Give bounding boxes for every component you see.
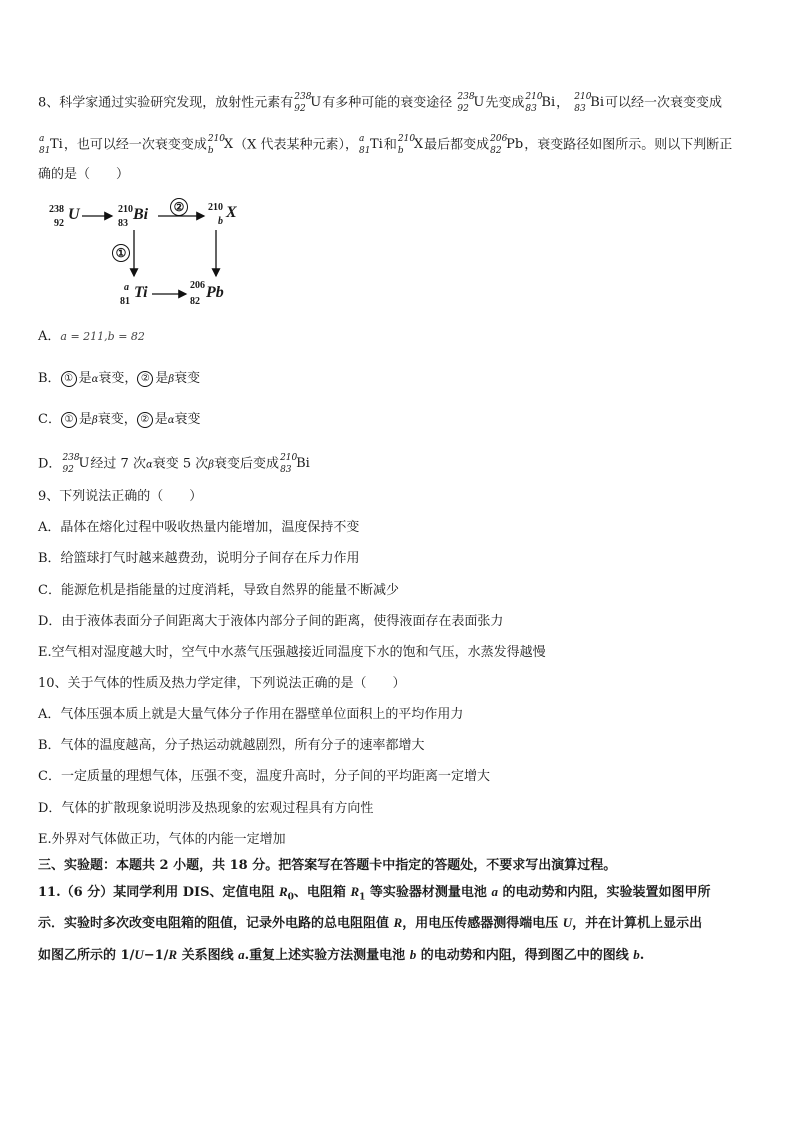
nuclide-U: 238 92 U: [62, 453, 90, 475]
q10-option-b: B．气体的温度越高，分子热运动就越剧烈，所有分子的速率都增大: [38, 738, 425, 753]
option-text: a = 211,b = 82: [60, 330, 145, 343]
nuclide-Pb: 206 82 Pb: [490, 134, 524, 156]
option-label: A．: [38, 329, 61, 344]
subscript: 1: [359, 892, 366, 903]
text: 和: [383, 137, 397, 153]
path-1-marker: ①: [112, 244, 130, 262]
q8-line1: [38, 90, 722, 116]
nuclide-Bi: 210 83 Bi: [574, 92, 604, 114]
Ti-mass: a: [124, 282, 129, 293]
text: ，衰变路径如图所示。则以下判断正: [524, 137, 733, 153]
X-charge: b: [218, 216, 223, 227]
q10-option-d: D．气体的扩散现象说明涉及热现象的宏观过程具有方向性: [38, 801, 374, 816]
text: ，: [556, 95, 570, 111]
text: 如图乙所示的 1/: [38, 948, 135, 963]
q8-option-d: [38, 451, 311, 477]
nuclide-Ti: a 81 Ti: [359, 134, 383, 156]
var-a: a: [238, 947, 245, 962]
nuclide-X: 210 b X: [207, 134, 234, 156]
text: .重复上述实验方法测量电池: [244, 948, 410, 963]
Bi-symbol: Bi: [133, 206, 149, 223]
text: 经过 7 次: [90, 456, 146, 472]
q9-option-d: D．由于液体表面分子间距离大于液体内部分子间的距离，使得液面存在表面张力: [38, 614, 504, 629]
X-mass: 210: [208, 202, 223, 213]
Pb-symbol: Pb: [206, 284, 224, 301]
var-b: b: [409, 947, 417, 962]
text: 的电动势和内阻，实验装置如图甲所: [497, 885, 711, 900]
beta-symbol: β: [208, 459, 215, 471]
circled-2: ②: [137, 371, 153, 387]
circled-1: ①: [61, 371, 77, 387]
nuclide-Bi: 210 83 Bi: [280, 453, 310, 475]
q10-option-a: A．气体压强本质上就是大量气体分子作用在器壁单位面积上的平均作用力: [38, 707, 464, 722]
Bi-charge: 83: [118, 218, 128, 229]
q8-option-b: [38, 370, 200, 389]
U-mass: 238: [49, 204, 64, 215]
q8-line3: 确的是（ ）: [38, 167, 130, 182]
alpha-symbol: α: [167, 415, 175, 426]
text: 关系图线: [177, 948, 239, 963]
option-label: D．: [38, 456, 62, 472]
text: 8、科学家通过实验研究发现，放射性元素有: [38, 95, 294, 111]
text: ，也可以经一次衰变变成: [63, 137, 207, 153]
var-b: b: [633, 947, 640, 962]
q8-option-c: [38, 411, 201, 430]
q9-option-c: C．能源危机是指能量的过度消耗，导致自然界的能量不断减少: [38, 583, 399, 598]
circled-2: ②: [137, 412, 153, 428]
nuclide-X: 210 b X: [397, 134, 424, 156]
text: 是: [78, 412, 92, 427]
var-R: R: [168, 947, 178, 962]
q10-stem: 10、关于气体的性质及热力学定律，下列说法正确的是（ ）: [38, 676, 406, 691]
alpha-symbol: α: [91, 374, 99, 385]
q11-line3: [38, 946, 644, 965]
subscript: 0: [287, 892, 294, 903]
nuclide-Ti: a 81 Ti: [39, 134, 63, 156]
text: 是: [78, 371, 92, 386]
q9-stem: 9、下列说法正确的（ ）: [38, 489, 203, 504]
var-R: R: [278, 884, 288, 899]
text: 11.（6 分）某同学利用 DIS、定值电阻: [38, 885, 279, 900]
text: 衰变，: [97, 412, 137, 427]
path-2-marker: ②: [170, 198, 188, 216]
Bi-mass: 210: [118, 204, 133, 215]
option-label: B．: [38, 371, 61, 386]
Ti-charge: 81: [120, 296, 130, 307]
q11-line1: [38, 883, 710, 907]
text: 可以经一次衰变变成: [604, 95, 722, 111]
var-U: U: [134, 947, 144, 962]
nuclide-U: 238 92 U: [457, 92, 485, 114]
text: 衰变后变成: [214, 456, 280, 472]
Pb-charge: 82: [190, 296, 200, 307]
text: （X 代表某种元素），: [234, 137, 359, 153]
X-symbol: X: [226, 204, 237, 221]
text: 最后都变成: [424, 137, 490, 153]
text: 衰变: [174, 412, 201, 427]
text: 是: [155, 371, 169, 386]
text: 衰变 5 次: [152, 456, 209, 472]
var-a: a: [491, 884, 498, 899]
text: 衰变: [174, 371, 201, 386]
Ti-symbol: Ti: [134, 284, 148, 301]
q11-line2: [38, 914, 702, 933]
beta-symbol: β: [91, 415, 98, 426]
nuclide-Bi: 210 83 Bi: [525, 92, 556, 114]
q9-option-a: A．晶体在熔化过程中吸收热量内能增加，温度保持不变: [38, 520, 360, 535]
text: −1/: [143, 948, 169, 963]
circled-1: ①: [61, 412, 77, 428]
decay-diagram: [46, 196, 236, 314]
Pb-mass: 206: [190, 280, 205, 291]
nuclide-U: 238 92 U: [294, 92, 322, 114]
text: 先变成: [485, 95, 525, 111]
text: 是: [154, 412, 168, 427]
section-3-heading: 三、实验题：本题共 2 小题，共 18 分。把答案写在答题卡中指定的答题处，不要求写出演算过程。: [38, 858, 617, 873]
text: 示．实验时多次改变电阻箱的阻值，记录外电路的总电阻阻值: [38, 916, 394, 931]
text: 衰变，: [98, 371, 138, 386]
alpha-symbol: α: [145, 459, 153, 471]
option-label: C．: [38, 412, 61, 427]
var-R: R: [350, 884, 360, 899]
U-charge: 92: [54, 218, 64, 229]
q8-option-a: [38, 328, 145, 346]
var-R: R: [393, 915, 403, 930]
U-symbol: U: [68, 206, 80, 223]
text: 等实验器材测量电池: [365, 885, 492, 900]
q9-option-e: E.空气相对湿度越大时，空气中水蒸气压强越接近同温度下水的饱和气压，水蒸发得越慢: [38, 645, 546, 660]
q10-option-e: E.外界对气体做正功，气体的内能一定增加: [38, 832, 286, 847]
text: .: [639, 948, 645, 963]
text: 、电阻箱: [293, 885, 351, 900]
q10-option-c: C．一定质量的理想气体，压强不变，温度升高时，分子间的平均距离一定增大: [38, 769, 490, 784]
text: 有多种可能的衰变途径: [322, 95, 453, 111]
text: 的电动势和内阻，得到图乙中的图线: [416, 948, 634, 963]
text: ，并在计算机上显示出: [572, 916, 703, 931]
q8-line2: [38, 132, 732, 158]
q9-option-b: B．给篮球打气时越来越费劲，说明分子间存在斥力作用: [38, 551, 360, 566]
text: ，用电压传感器测得端电压: [402, 916, 563, 931]
beta-symbol: β: [168, 374, 175, 385]
var-U: U: [562, 915, 573, 930]
